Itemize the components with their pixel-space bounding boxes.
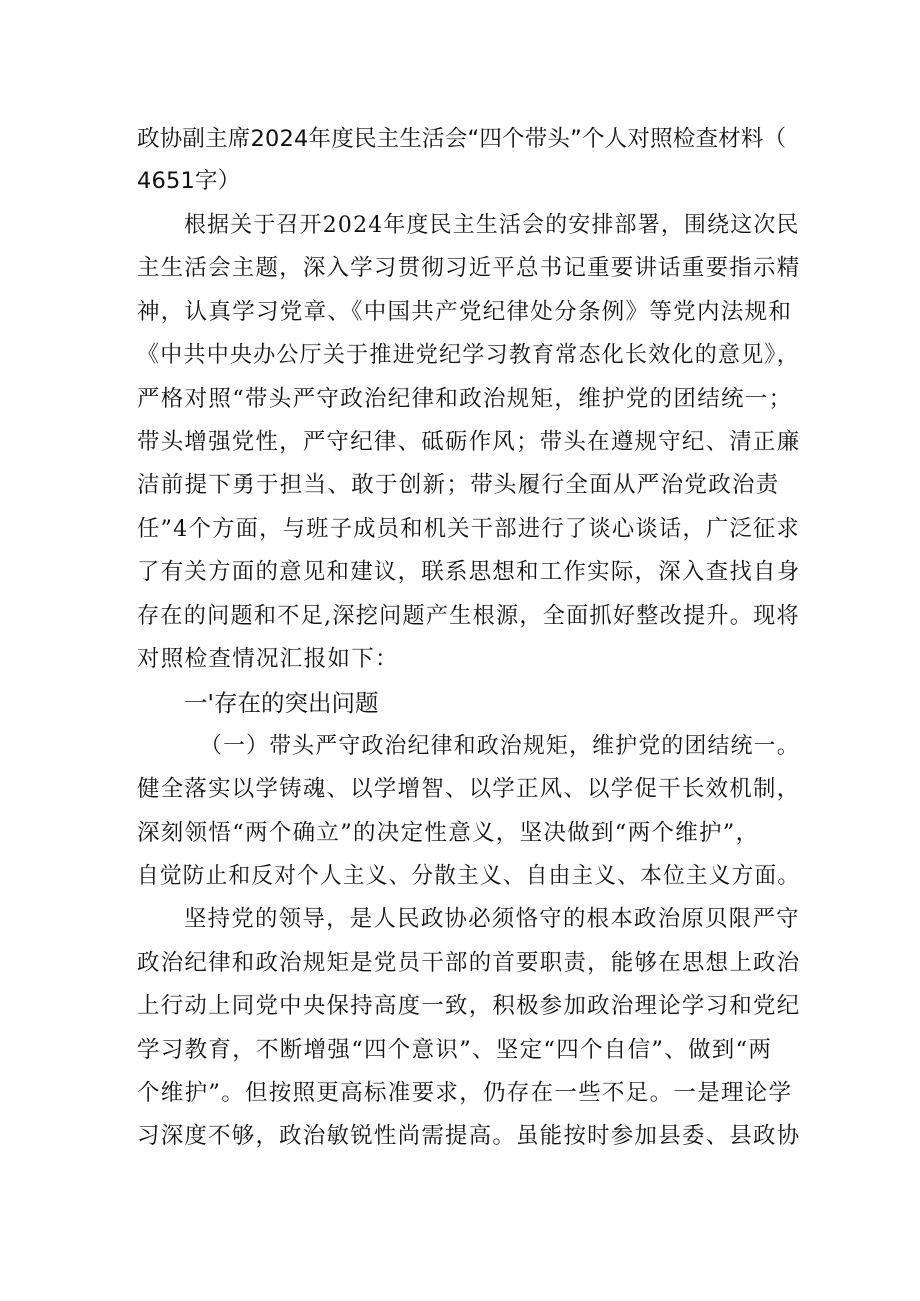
intro-line: 严格对照“带头严守政治纪律和政治规矩，维护党的团结统一； xyxy=(137,386,793,412)
intro-line: 任”4个方面，与班子成员和机关干部进行了谈心谈话，广泛征求 xyxy=(137,516,801,542)
intro-line: 洁前提下勇于担当、敢于创新；带头履行全面从严治党政治责 xyxy=(137,472,780,498)
intro-line: 了有关方面的意见和建议，联系思想和工作实际，深入查找自身 xyxy=(137,559,801,585)
intro-line: 根据关于召开2024年度民主生活会的安排部署，围绕这次民 xyxy=(184,212,800,238)
section-heading: 一'存在的突出问题 xyxy=(184,689,379,717)
paragraph-line: 坚持党的领导，是人民政协必须恪守的根本政治原贝限严守 xyxy=(184,906,800,932)
paragraph-line: 习深度不够，政治敏锐性尚需提高。虽能按时参加县委、县政协 xyxy=(137,1123,801,1149)
intro-line: 神，认真学习党章、《中国共产党纪律处分条例》等党内法规和 xyxy=(137,299,793,325)
subsection-line: （一）带头严守政治纪律和政治规矩，维护党的团结统一。 xyxy=(200,733,800,759)
subsection-line: 健全落实以学铸魂、以学增智、以学正风、以学促干长效机制， xyxy=(137,776,801,802)
intro-line: 主生活会主题，深入学习贯彻习近平总书记重要讲话重要指示精 xyxy=(137,255,801,281)
paragraph-line: 政治纪律和政治规矩是党员干部的首要职责，能够在思想上政治 xyxy=(137,950,801,976)
intro-line: 存在的问题和不足,深挖问题产生根源，全面抓好整改提升。现将 xyxy=(137,603,800,629)
intro-line: 对照检查情况汇报如下： xyxy=(137,646,399,672)
document-title-line-1: 政协副主席2024年度民主生活会“四个带头”个人对照检查材料（ xyxy=(137,126,787,152)
intro-line: 带头增强党性，严守纪律、砥砺作风；带头在遵规守纪、清正廉 xyxy=(137,429,801,455)
paragraph-line: 上行动上同党中央保持高度一致，积极参加政治理论学习和党纪 xyxy=(137,993,801,1019)
intro-line: 《中共中央办公厅关于推进党纪学习教育常态化长效化的意见》， xyxy=(137,342,800,368)
document-title-line-2: 4651字） xyxy=(137,168,241,194)
paragraph-line: 学习教育，不断增强“四个意识”、坚定“四个自信”、做到“两 xyxy=(137,1037,773,1063)
paragraph-line: 个维护”。但按照更高标准要求，仍存在一些不足。一是理论学 xyxy=(137,1080,793,1106)
subsection-line: 深刻领悟“两个确立”的决定性意义，坚决做到“两个维护”， xyxy=(137,820,760,846)
subsection-line: 自觉防止和反对个人主义、分散主义、自由主义、本位主义方面。 xyxy=(137,863,801,889)
